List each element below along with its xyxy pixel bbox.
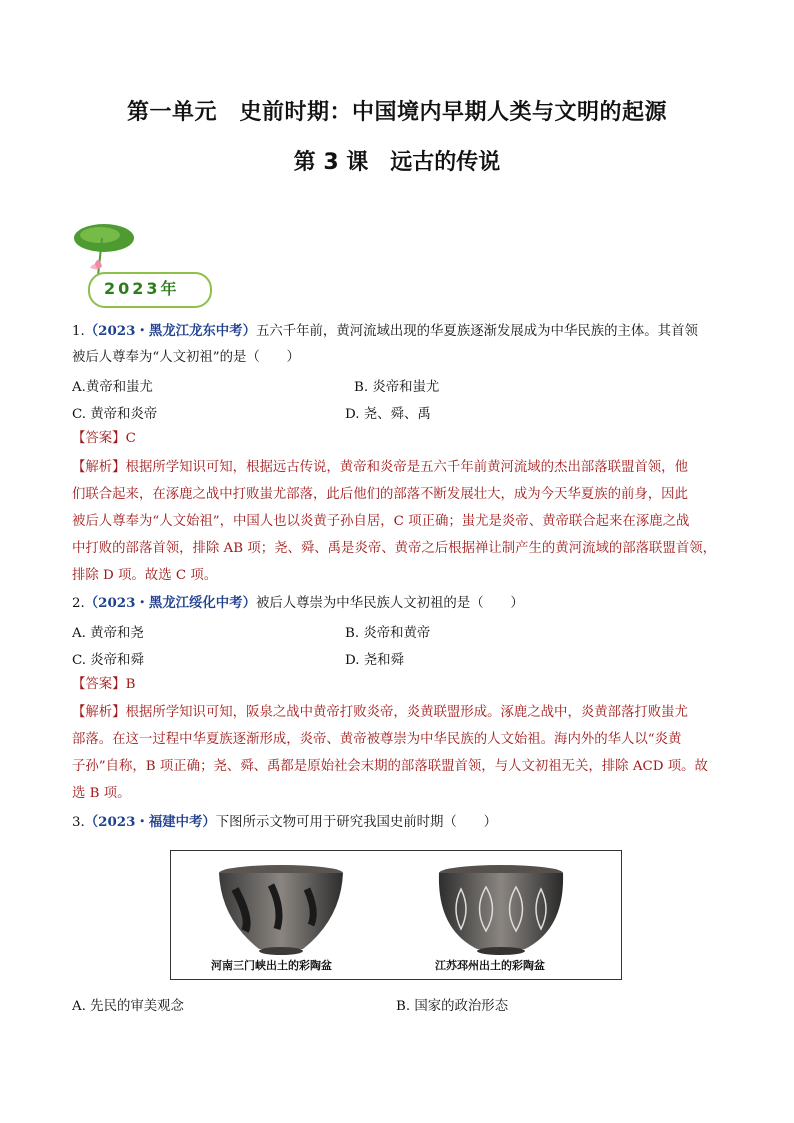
pottery-figure xyxy=(170,850,622,980)
q2-answer: 【答案】B xyxy=(72,677,136,692)
lesson-title: 第 3 课 远古的传说 xyxy=(293,150,501,175)
q3-stem: 3.（2023・福建中考）下图所示文物可用于研究我国史前时期（ ） xyxy=(72,814,497,830)
q2-analysis-line1: 【解析】根据所学知识可知，阪泉之战中黄帝打败炎帝，炎黄联盟形成。涿鹿之战中，炎黄部落打败蚩尤 xyxy=(72,705,688,720)
q1-stem-line2: 被后人尊奉为“人文初祖”的是（ ） xyxy=(72,350,300,365)
year-badge xyxy=(72,218,212,308)
q1-analysis-line3: 被后人尊奉为“人文始祖”，中国人也以炎黄子孙自居，C 项正确；蚩尤是炎帝、黄帝联合起来在涿鹿之战 xyxy=(72,514,690,529)
caption-left: 河南三门峡出土的彩陶盆 xyxy=(211,959,332,972)
q1-analysis-line4: 中打败的部落首领，排除 AB 项；尧、舜、禹是炎帝、黄帝之后根据禅让制产生的黄河流域的部落联盟首领， xyxy=(72,541,716,556)
painted-pottery-basin-right-image xyxy=(431,859,571,959)
q1-option-a: A.黄帝和蚩尤 xyxy=(72,380,153,395)
q1-option-d: D. 尧、舜、禹 xyxy=(345,407,431,422)
q2-analysis-line3: 子孙”自称，B 项正确；尧、舜、禹都是原始社会末期的部落联盟首领，与人文初祖无关，排除 ACD 项。故 xyxy=(72,759,708,774)
unit-title: 第一单元 史前时期：中国境内早期人类与文明的起源 xyxy=(126,100,667,125)
q2-analysis-line2: 部落。在这一过程中华夏族逐渐形成，炎帝、黄帝被尊崇为中华民族的人文始祖。海内外的华人以“炎黄 xyxy=(72,732,682,747)
q2-option-c: C. 炎帝和舜 xyxy=(72,653,144,668)
q2-stem: 2.（2023・黑龙江绥化中考）被后人尊崇为中华民族人文初祖的是（ ） xyxy=(72,595,524,611)
painted-pottery-basin-left-image xyxy=(211,859,351,959)
q1-stem-line1: 1.（2023・黑龙江龙东中考）五六千年前，黄河流域出现的华夏族逐渐发展成为中华民族的主体。其首领 xyxy=(72,323,698,339)
q2-source: （2023・黑龙江绥化中考） xyxy=(84,595,256,611)
q2-analysis-line4: 选 B 项。 xyxy=(72,786,131,801)
q1-option-c: C. 黄帝和炎帝 xyxy=(72,407,158,422)
q1-option-b: B. 炎帝和蚩尤 xyxy=(354,380,440,395)
q1-analysis-line2: 们联合起来，在涿鹿之战中打败蚩尤部落，此后他们的部落不断发展壮大，成为今天华夏族的前身，因此 xyxy=(72,487,688,502)
q1-source: （2023・黑龙江龙东中考） xyxy=(84,323,256,339)
q3-option-b: B. 国家的政治形态 xyxy=(396,999,509,1014)
q3-option-a: A. 先民的审美观念 xyxy=(72,999,184,1014)
q1-analysis-line1: 【解析】根据所学知识可知，根据远古传说，黄帝和炎帝是五六千年前黄河流域的杰出部落联盟首领，他 xyxy=(72,460,688,475)
q2-option-b: B. 炎帝和黄帝 xyxy=(345,626,431,641)
q3-source: （2023・福建中考） xyxy=(84,814,216,830)
q2-option-a: A. 黄帝和尧 xyxy=(72,626,144,641)
caption-right: 江苏邳州出土的彩陶盆 xyxy=(435,959,545,972)
year-badge-label: 2023年 xyxy=(104,279,180,298)
lotus-leaf-icon xyxy=(72,218,142,278)
q1-analysis-line5: 排除 D 项。故选 C 项。 xyxy=(72,568,218,583)
q1-answer: 【答案】C xyxy=(72,431,136,446)
q2-option-d: D. 尧和舜 xyxy=(345,653,404,668)
